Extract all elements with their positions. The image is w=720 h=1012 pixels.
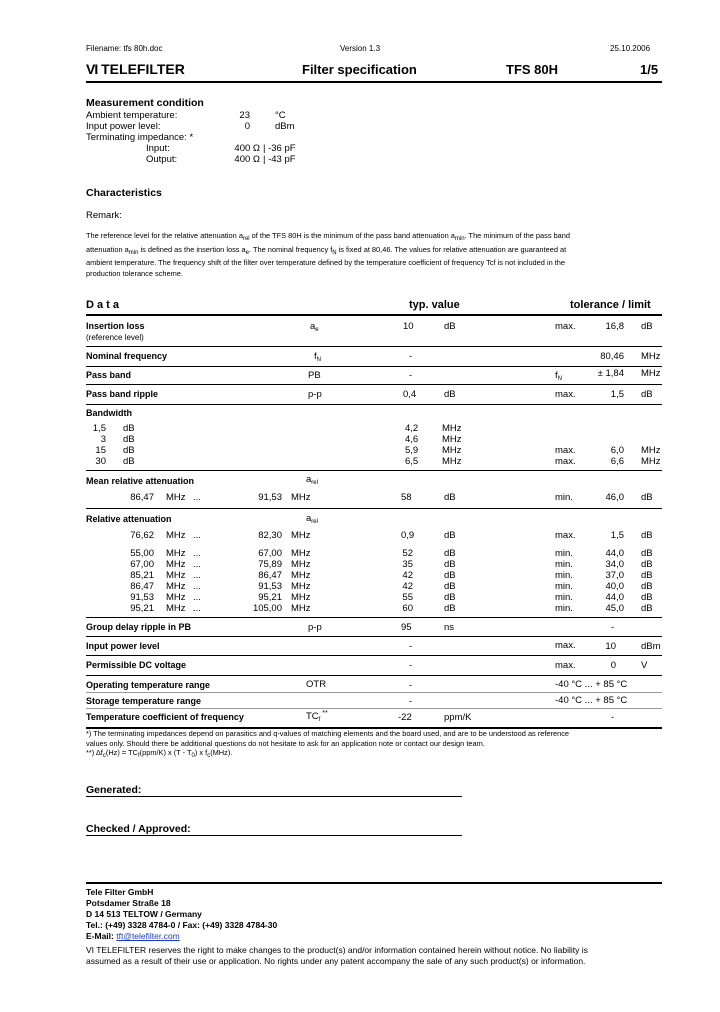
row-rule	[86, 655, 662, 656]
bandwidth-typ-unit: MHz	[442, 456, 462, 467]
bandwidth-db-unit: dB	[123, 434, 135, 445]
dc-voltage-label: Permissible DC voltage	[86, 660, 187, 670]
rel-att-f2: 82,30	[258, 530, 282, 541]
dc-voltage-typ: -	[409, 660, 413, 671]
nominal-symbol: $f_N$	[314, 351, 321, 363]
rel-att-f2: 75,89	[258, 559, 282, 570]
rel-att-symbol: $a_{rel}$	[306, 513, 318, 525]
insertion-typ-unit: dB	[444, 321, 456, 332]
ambient-label: Ambient temperature:	[86, 110, 178, 121]
mean-rel-value: 46,0	[605, 492, 624, 503]
input-power-limit: max.	[555, 640, 576, 651]
input-power-label: Input power level	[86, 641, 160, 651]
input-cap: | -36 pF	[263, 143, 296, 154]
mean-rel-typ: 58	[401, 492, 412, 503]
term-label: Terminating impedance: *	[86, 132, 194, 143]
company-street: Potsdamer Straße 18	[86, 898, 171, 908]
dc-voltage-limit: max.	[555, 660, 576, 671]
part-number: TFS 80H	[506, 62, 559, 77]
rel-att-value-unit: dB	[641, 559, 653, 570]
rel-att-dots: ...	[193, 559, 201, 570]
rel-att-f2: 95,21	[258, 592, 282, 603]
rel-att-typ-unit: dB	[444, 570, 456, 581]
rel-att-f1: 55,00	[130, 548, 154, 559]
logo-name: TELEFILTER	[101, 61, 185, 77]
rel-att-value: 1,5	[610, 530, 624, 541]
rel-att-u2: MHz	[291, 559, 311, 570]
doc-title: Filter specification	[302, 62, 417, 77]
rel-att-value: 44,0	[605, 592, 624, 603]
footnote-1a: *) The terminating impedances depend on parasitics and q-values of matching elements and the board used, and are to be understood as reference	[86, 729, 570, 738]
mean-rel-f1: 86,47	[130, 492, 154, 503]
company-email-row: E-Mail: tft@telefilter.com	[86, 931, 180, 941]
rel-att-typ: 55	[402, 592, 413, 603]
rel-att-u1: MHz	[166, 592, 186, 603]
table-header-typ: typ. value	[409, 299, 460, 311]
passband-typ: -	[409, 370, 413, 381]
table-header-rule	[86, 314, 662, 316]
passband-symbol: PB	[308, 370, 321, 381]
nominal-typ: -	[409, 351, 413, 362]
rel-att-limit: min.	[555, 603, 573, 614]
ripple-unit: dB	[641, 389, 653, 400]
insertion-sub: (reference level)	[86, 333, 144, 342]
mean-rel-u1: MHz	[166, 492, 186, 503]
rel-att-u1: MHz	[166, 559, 186, 570]
input-impedance: 400 Ω	[234, 143, 260, 154]
ripple-typ: 0,4	[403, 389, 417, 400]
ambient-value: 23	[239, 110, 250, 121]
power-label: Input power level:	[86, 121, 161, 132]
ambient-unit: °C	[275, 110, 286, 121]
power-unit: dBm	[275, 121, 295, 132]
rel-att-f2: 91,53	[258, 581, 282, 592]
rel-att-typ-unit: dB	[444, 592, 456, 603]
rel-att-f2: 67,00	[258, 548, 282, 559]
bandwidth-typ: 4,2	[405, 423, 419, 434]
row-rule	[86, 508, 662, 509]
row-rule	[86, 346, 662, 347]
otr-typ: -	[409, 680, 413, 691]
group-delay-value: -	[611, 622, 615, 633]
rel-att-typ: 52	[402, 548, 413, 559]
rel-att-value-unit: dB	[641, 570, 653, 581]
rel-att-typ-unit: dB	[444, 530, 456, 541]
nominal-label: Nominal frequency	[86, 351, 168, 361]
input-label: Input:	[146, 143, 170, 154]
bandwidth-db: 3	[100, 434, 106, 445]
rel-att-limit: min.	[555, 592, 573, 603]
row-rule	[86, 675, 662, 676]
rel-att-limit: min.	[555, 581, 573, 592]
rel-att-f1: 86,47	[130, 581, 154, 592]
rel-att-limit: min.	[555, 559, 573, 570]
footnote-2: **) $\Delta f_c(Hz) = TC_f(ppm/K)$ x $(T - T_0)$ x $f_c(MHz)$.	[86, 748, 233, 759]
storage-typ: -	[409, 696, 413, 707]
header-date: 25.10.2006	[610, 44, 651, 53]
row-rule	[86, 708, 662, 709]
bandwidth-typ: 4,6	[405, 434, 419, 445]
footer-rule	[86, 882, 662, 884]
logo-vi: VI	[86, 61, 98, 77]
company-city: D 14 513 TELTOW / Germany	[86, 909, 202, 919]
disclaimer-2: assumed as a result of their use or application. No rights under any patent accompany the sale of any such product(s) or information.	[86, 956, 586, 966]
rel-att-f2: 105,00	[252, 603, 282, 614]
rel-att-limit: min.	[555, 570, 573, 581]
nominal-value: 80,46	[600, 351, 624, 362]
tcf-unit: ppm/K	[444, 712, 472, 723]
rel-att-f1: 67,00	[130, 559, 154, 570]
bandwidth-typ-unit: MHz	[442, 434, 462, 445]
rel-att-f1: 76,62	[130, 530, 154, 541]
bandwidth-limit: max.	[555, 456, 576, 467]
bandwidth-db-unit: dB	[123, 445, 135, 456]
row-rule	[86, 470, 662, 471]
mean-rel-symbol: $a_{rel}$	[306, 474, 318, 486]
rel-att-limit: max.	[555, 530, 576, 541]
remark-text: The reference level for the relative attenuation $a_{rel}$ of the TFS 80H is the minimum of the pass band attenuation $a_{min}$. The minimum of the pass band attenuation $a_{min}$ is defined as the insertion loss $a_e$. The nominal frequency $f_N$ is fixed at 80,46. The values for relative attenuation are guaranteed at ambient temperature. The frequency shift of the filter over temperature defined by the temperature coefficient of frequency Tcf is not included in the production tolerance scheme.	[86, 231, 571, 278]
rel-att-value-unit: dB	[641, 548, 653, 559]
company-name: Tele Filter GmbH	[86, 887, 154, 897]
insertion-label: Insertion loss	[86, 321, 145, 331]
ripple-symbol: p-p	[308, 389, 322, 400]
company-logo	[86, 61, 185, 77]
nominal-unit: MHz	[641, 351, 661, 362]
bandwidth-typ-unit: MHz	[442, 423, 462, 434]
rel-att-value-unit: dB	[641, 603, 653, 614]
passband-limit: $f_N$	[555, 370, 562, 382]
input-power-value: 10	[605, 641, 616, 652]
rel-att-f1: 91,53	[130, 592, 154, 603]
rel-att-value: 45,0	[605, 603, 624, 614]
bandwidth-db: 30	[95, 456, 106, 467]
remark-label: Remark:	[86, 210, 122, 221]
rel-att-typ-unit: dB	[444, 559, 456, 570]
characteristics-title: Characteristics	[86, 187, 162, 199]
checked-label: Checked / Approved:	[86, 823, 191, 835]
table-header-data: D a t a	[86, 299, 120, 311]
input-power-unit: dBm	[641, 641, 661, 652]
row-rule	[86, 384, 662, 385]
mean-rel-typ-unit: dB	[444, 492, 456, 503]
row-rule	[86, 617, 662, 618]
mean-rel-unit: dB	[641, 492, 653, 503]
rel-att-dots: ...	[193, 581, 201, 592]
output-cap-value: -43 pF	[268, 154, 296, 165]
row-rule	[86, 404, 662, 405]
passband-value: ± 1,84	[597, 368, 624, 379]
bandwidth-db-unit: dB	[123, 423, 135, 434]
disclaimer	[86, 945, 588, 967]
rel-att-u2: MHz	[291, 530, 311, 541]
storage-label: Storage temperature range	[86, 696, 202, 706]
ripple-label: Pass band ripple	[86, 389, 159, 399]
insertion-limit: max.	[555, 321, 576, 332]
group-delay-label: Group delay ripple in PB	[86, 622, 192, 632]
rel-att-u2: MHz	[291, 581, 311, 592]
mean-rel-title: Mean relative attenuation	[86, 476, 195, 486]
rel-att-typ: 60	[402, 603, 413, 614]
tcf-label: Temperature coefficient of frequency	[86, 712, 244, 722]
mean-rel-dots: ...	[193, 492, 201, 503]
rel-att-u1: MHz	[166, 570, 186, 581]
mean-rel-u2: MHz	[291, 492, 311, 503]
row-rule	[86, 636, 662, 637]
rel-att-value-unit: dB	[641, 592, 653, 603]
rel-att-limit: min.	[555, 548, 573, 559]
tcf-symbol: $TC_f$ **	[306, 710, 328, 724]
footnotes	[86, 729, 569, 762]
ripple-typ-unit: dB	[444, 389, 456, 400]
otr-value: -40 °C ... + 85 °C	[555, 679, 628, 690]
row-rule	[86, 366, 662, 367]
storage-value: -40 °C ... + 85 °C	[555, 695, 628, 706]
otr-label: Operating temperature range	[86, 680, 211, 690]
header-rule	[86, 81, 662, 83]
output-impedance: 400 Ω	[234, 154, 260, 165]
rel-att-typ: 42	[402, 581, 413, 592]
company-block	[86, 887, 277, 942]
ripple-value: 1,5	[610, 389, 624, 400]
generated-signature-line	[86, 796, 462, 797]
bandwidth-value-unit: MHz	[641, 445, 661, 456]
rel-att-u2: MHz	[291, 548, 311, 559]
footnote-1b: values only. Should there be additional questions do not hesitate to ask for an application note or contact our design team.	[86, 738, 485, 748]
bandwidth-typ-unit: MHz	[442, 445, 462, 456]
tcf-typ: -22	[398, 712, 412, 723]
mean-rel-f2: 91,53	[258, 492, 282, 503]
rel-att-u2: MHz	[291, 570, 311, 581]
rel-att-u2: MHz	[291, 592, 311, 603]
rel-att-value: 34,0	[605, 559, 624, 570]
rel-att-value: 37,0	[605, 570, 624, 581]
group-delay-symbol: p-p	[308, 622, 322, 633]
rel-att-u1: MHz	[166, 581, 186, 592]
otr-symbol: OTR	[306, 679, 327, 690]
rel-att-dots: ...	[193, 570, 201, 581]
output-label: Output:	[146, 154, 178, 165]
rel-att-f1: 85,21	[130, 570, 154, 581]
passband-label: Pass band	[86, 370, 132, 380]
rel-att-value-unit: dB	[641, 581, 653, 592]
rel-att-dots: ...	[193, 603, 201, 614]
rel-att-typ-unit: dB	[444, 603, 456, 614]
rel-att-dots: ...	[193, 548, 201, 559]
rel-att-u2: MHz	[291, 603, 311, 614]
rel-att-typ-unit: dB	[444, 581, 456, 592]
checked-signature-line	[86, 835, 462, 836]
rel-att-value: 40,0	[605, 581, 624, 592]
rel-att-value: 44,0	[605, 548, 624, 559]
input-power-typ: -	[409, 641, 413, 652]
rel-att-value-unit: dB	[641, 530, 653, 541]
header-filename: Filename: tfs 80h.doc	[86, 44, 163, 53]
email-link[interactable]: tft@telefilter.com	[116, 931, 180, 941]
company-tel: Tel.: (+49) 3328 4784-0 / Fax: (+49) 3328 4784-30	[86, 920, 278, 930]
bandwidth-title: Bandwidth	[86, 408, 132, 418]
rel-att-f2: 86,47	[258, 570, 282, 581]
insertion-unit: dB	[641, 321, 653, 332]
bandwidth-limit: max.	[555, 445, 576, 456]
insertion-symbol: $a_e$	[310, 321, 319, 333]
rel-att-typ: 35	[402, 559, 413, 570]
bandwidth-typ: 5,9	[405, 445, 419, 456]
rel-att-u1: MHz	[166, 603, 186, 614]
disclaimer-1: VI TELEFILTER reserves the right to make changes to the product(s) and/or information contained herein without notice. No liability is	[86, 945, 588, 955]
power-value: 0	[244, 121, 250, 132]
bandwidth-db: 15	[95, 445, 106, 456]
page-number: 1/5	[640, 62, 659, 77]
bandwidth-value-unit: MHz	[641, 456, 661, 467]
bandwidth-db-unit: dB	[123, 456, 135, 467]
rel-att-typ: 0,9	[401, 530, 415, 541]
insertion-typ: 10	[403, 321, 414, 332]
mean-rel-limit: min.	[555, 492, 573, 503]
rel-att-title: Relative attenuation	[86, 514, 172, 524]
rel-att-typ: 42	[402, 570, 413, 581]
bandwidth-db: 1,5	[92, 423, 106, 434]
output-cap: | -43 pF	[263, 154, 296, 165]
generated-label: Generated:	[86, 784, 142, 796]
rel-att-typ-unit: dB	[444, 548, 456, 559]
rel-att-u1: MHz	[166, 548, 186, 559]
ripple-limit: max.	[555, 389, 576, 400]
measurement-title: Measurement condition	[86, 97, 204, 109]
tcf-value: -	[611, 712, 615, 723]
rel-att-dots: ...	[193, 592, 201, 603]
rel-att-u1: MHz	[166, 530, 186, 541]
row-rule	[86, 692, 662, 693]
header-version: Version 1.3	[340, 44, 381, 53]
dc-voltage-value: 0	[610, 660, 616, 671]
rel-att-f1: 95,21	[130, 603, 154, 614]
passband-unit: MHz	[641, 368, 661, 379]
table-header-tol: tolerance / limit	[570, 299, 651, 311]
input-cap-value: -36 pF	[268, 143, 296, 154]
group-delay-unit: ns	[444, 622, 455, 633]
bandwidth-value: 6,6	[610, 456, 624, 467]
insertion-value: 16,8	[605, 321, 624, 332]
bandwidth-typ: 6,5	[405, 456, 419, 467]
group-delay-typ: 95	[401, 622, 412, 633]
dc-voltage-unit: V	[641, 660, 648, 671]
bandwidth-value: 6,0	[610, 445, 624, 456]
rel-att-dots: ...	[193, 530, 201, 541]
